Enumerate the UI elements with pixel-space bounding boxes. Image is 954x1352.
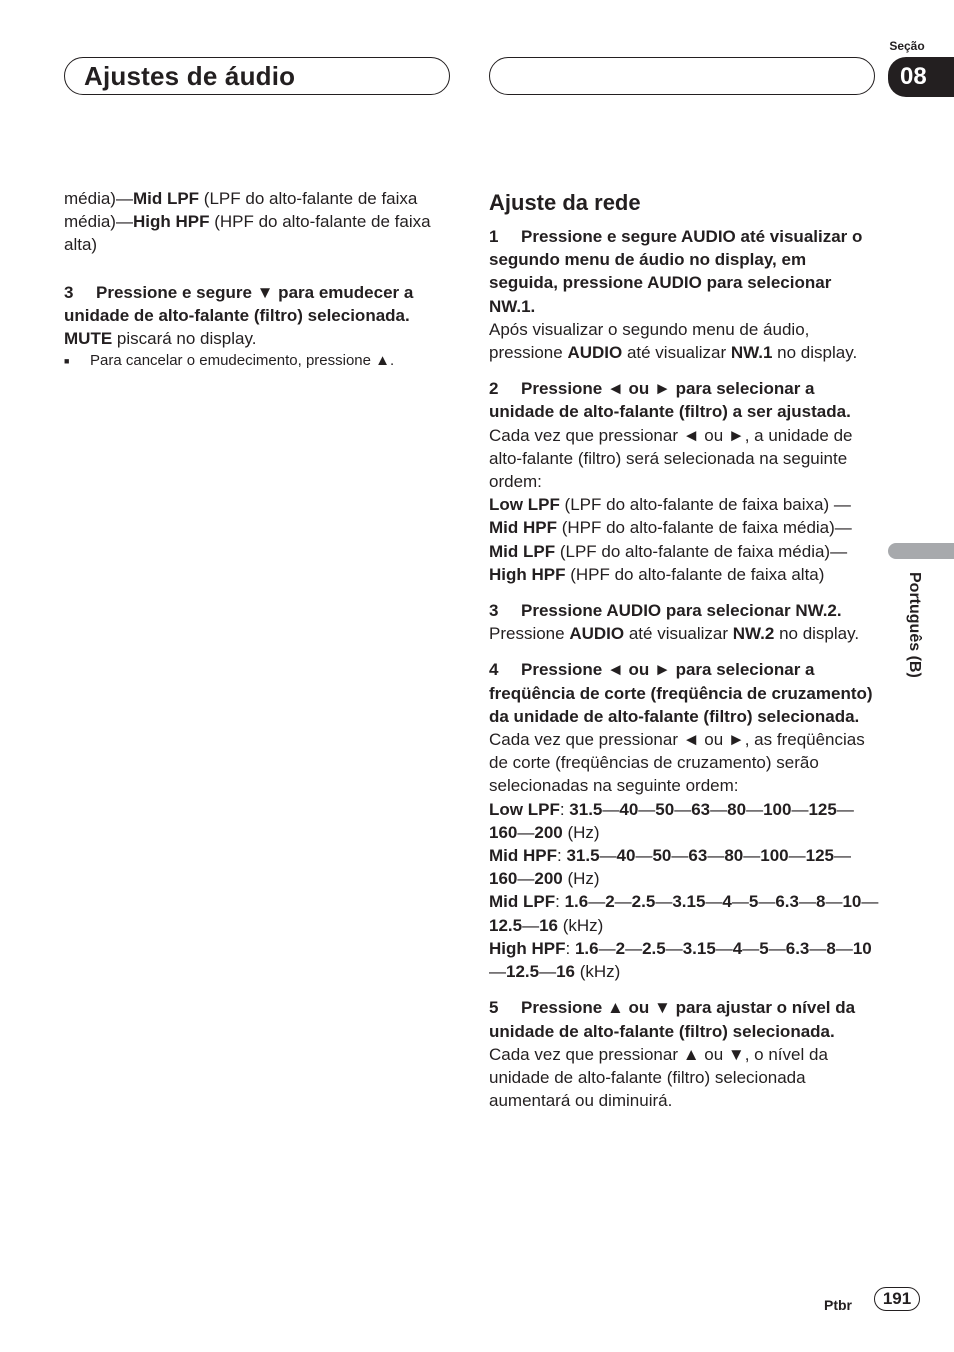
step-4-body: Cada vez que pressionar ◄ ou ►, as freqüências de corte (freqüências de cruzamento) serão selecionadas na seguinte ordem: [489, 730, 865, 796]
frequency-value: 50 [655, 799, 675, 819]
page-title: Ajustes de áudio [84, 61, 296, 91]
footer-language-code: Ptbr [824, 1297, 852, 1313]
text: até visualizar [622, 343, 731, 363]
text: (HPF do alto-falante de faixa média)— [557, 518, 852, 538]
step-5-body: Cada vez que pressionar ▲ ou ▼, o nível da unidade de alto-falante (filtro) selecionada aumentará ou diminuirá. [489, 1044, 828, 1111]
mute-paragraph [64, 327, 454, 350]
step-5-heading [489, 996, 879, 1042]
frequency-value: 1.6 [564, 892, 589, 912]
step-4-heading [489, 658, 879, 728]
frequency-value: 3.15 [672, 892, 706, 912]
frequency-value: 12.5 [489, 915, 523, 935]
language-label: Português (B) [906, 572, 923, 678]
text: no display. [774, 624, 860, 644]
frequency-value: 160 [489, 869, 518, 889]
frequency-list-label: Low LPF [489, 799, 560, 819]
language-tab-marker [888, 543, 954, 559]
text: Após visualizar o segundo menu de áudio, pressione [489, 319, 810, 363]
text: (HPF do alto-falante de faixa alta) [64, 212, 431, 255]
step-number: 3 [64, 282, 74, 302]
frequency-list: High HPF: 1.6—2—2.5—3.15—4—5—6.3—8—10—12.5—16 (kHz) [489, 938, 872, 982]
frequency-value: 40 [619, 799, 639, 819]
text: no display. [772, 343, 858, 363]
frequency-unit: (Hz) [562, 822, 600, 842]
frequency-unit: (Hz) [562, 869, 600, 889]
bullet-square-icon: ■ [64, 356, 70, 367]
term-nw1: NW.1 [730, 343, 773, 363]
frequency-list: Low LPF: 31.5—40—50—63—80—100—125—160—200 (Hz) [489, 799, 854, 842]
step-2-body: Cada vez que pressionar ◄ ou ►, a unidade de alto-falante (filtro) será selecionada na seguinte ordem: [489, 425, 853, 492]
frequency-value: 6.3 [785, 938, 810, 958]
term-audio: AUDIO [567, 343, 623, 363]
frequency-value: 31.5 [566, 846, 600, 866]
frequency-list: Mid HPF: 31.5—40—50—63—80—100—125—160—200 (Hz) [489, 846, 851, 889]
step-2-heading [489, 377, 879, 423]
section-label: Seção [889, 39, 925, 53]
frequency-value: 125 [805, 846, 834, 866]
term-nw2: NW.2 [732, 624, 775, 644]
frequency-value: 200 [534, 869, 563, 889]
frequency-list-label: Mid LPF [489, 892, 556, 912]
note [64, 350, 454, 372]
term-low-lpf: Low LPF [489, 495, 560, 515]
text: média)— [64, 189, 133, 208]
frequency-value: 63 [688, 846, 708, 866]
text: (LPF do alto-falante de faixa média)— [64, 189, 418, 232]
frequency-value: 63 [691, 799, 711, 819]
frequency-unit: (kHz) [558, 915, 604, 935]
section-title: Ajuste da rede [489, 190, 641, 215]
speaker-order [489, 493, 879, 586]
frequency-value: 16 [556, 962, 576, 982]
frequency-value: 125 [808, 799, 837, 819]
frequency-value: 100 [760, 846, 789, 866]
step-text: Pressione e segure ▼ para emudecer a unidade de alto-falante (filtro) selecionada. [64, 282, 414, 325]
step-number: 1 [489, 227, 499, 246]
text: piscará no display. [112, 329, 257, 349]
frequency-value: 16 [539, 915, 559, 935]
frequency-value: 5 [748, 892, 759, 912]
frequency-value: 12.5 [506, 962, 540, 982]
term-high-hpf: High HPF [489, 564, 566, 584]
step-text: Pressione ▲ ou ▼ para ajustar o nível da unidade de alto-falante (filtro) selecionada. [489, 998, 856, 1041]
note-text: Para cancelar o emudecimento, pressione ▲. [90, 352, 395, 370]
term-mid-hpf: Mid HPF [489, 518, 557, 538]
term-mute: MUTE [64, 329, 113, 349]
step-1-body [489, 318, 879, 364]
frequency-value: 2.5 [631, 892, 656, 912]
term-high-hpf: High HPF [132, 212, 210, 232]
frequency-value: 160 [489, 822, 518, 842]
frequency-unit: (kHz) [575, 962, 621, 982]
step-3-body [489, 622, 879, 645]
frequency-value: 4 [732, 938, 743, 958]
text: (LPF do alto-falante de faixa baixa) — [559, 495, 851, 515]
term-mid-lpf: Mid LPF [489, 541, 556, 561]
text: (LPF do alto-falante de faixa média)— [555, 541, 848, 561]
frequency-value: 80 [727, 799, 747, 819]
left-column [64, 187, 454, 372]
term-mid-lpf: Mid LPF [132, 189, 200, 208]
text: até visualizar [624, 624, 733, 644]
frequency-value: 5 [759, 938, 769, 958]
term-audio: AUDIO [569, 624, 625, 644]
step-text: Pressione AUDIO para selecionar NW.2. [521, 601, 842, 621]
frequency-value: 2 [605, 892, 615, 912]
frequency-value: 10 [842, 892, 862, 912]
frequency-value: 31.5 [569, 799, 603, 819]
text: Pressione [489, 624, 570, 644]
step-number: 3 [489, 601, 499, 621]
step-text: Pressione ◄ ou ► para selecionar a unidade de alto-falante (filtro) a ser ajustada. [489, 379, 851, 422]
intro-paragraph [64, 187, 454, 257]
frequency-value: 2.5 [642, 938, 666, 958]
frequency-value: 4 [722, 892, 732, 912]
step-1-heading [489, 225, 879, 318]
text: (HPF do alto-falante de faixa alta) [565, 564, 825, 584]
step-number: 5 [489, 998, 499, 1018]
step-3-heading [489, 599, 879, 622]
frequency-value: 3.15 [682, 938, 716, 958]
frequency-value: 40 [616, 846, 636, 866]
frequency-value: 80 [724, 846, 744, 866]
frequency-lists [489, 798, 879, 984]
frequency-list-label: High HPF [489, 938, 566, 958]
step-text: Pressione ◄ ou ► para selecionar a freqüência de corte (freqüência de cruzamento) da unidade de alto-falante (filtro) selecionada. [489, 660, 873, 726]
frequency-value: 8 [815, 892, 826, 912]
step-number: 4 [489, 660, 499, 680]
frequency-list: Mid LPF: 1.6—2—2.5—3.15—4—5—6.3—8—10—12.5—16 (kHz) [489, 892, 879, 935]
frequency-value: 200 [534, 822, 563, 842]
step-text: Pressione e segure AUDIO até visualizar o segundo menu de áudio no display, em seguida, pressione AUDIO para selecionar NW.1. [489, 227, 863, 316]
right-column [489, 187, 879, 1112]
step-number: 2 [489, 379, 499, 399]
frequency-list-label: Mid HPF [489, 846, 557, 866]
frequency-value: 10 [852, 938, 872, 958]
header-empty-frame [489, 57, 875, 95]
section-number-badge: 08 [888, 57, 954, 97]
step-3-heading [64, 281, 454, 327]
frequency-value: 100 [763, 799, 792, 819]
page-number: 191 [874, 1287, 920, 1311]
frequency-value: 8 [826, 938, 836, 958]
frequency-value: 2 [615, 938, 626, 958]
frequency-value: 6.3 [775, 892, 799, 912]
frequency-value: 50 [652, 846, 672, 866]
frequency-value: 1.6 [574, 938, 599, 958]
